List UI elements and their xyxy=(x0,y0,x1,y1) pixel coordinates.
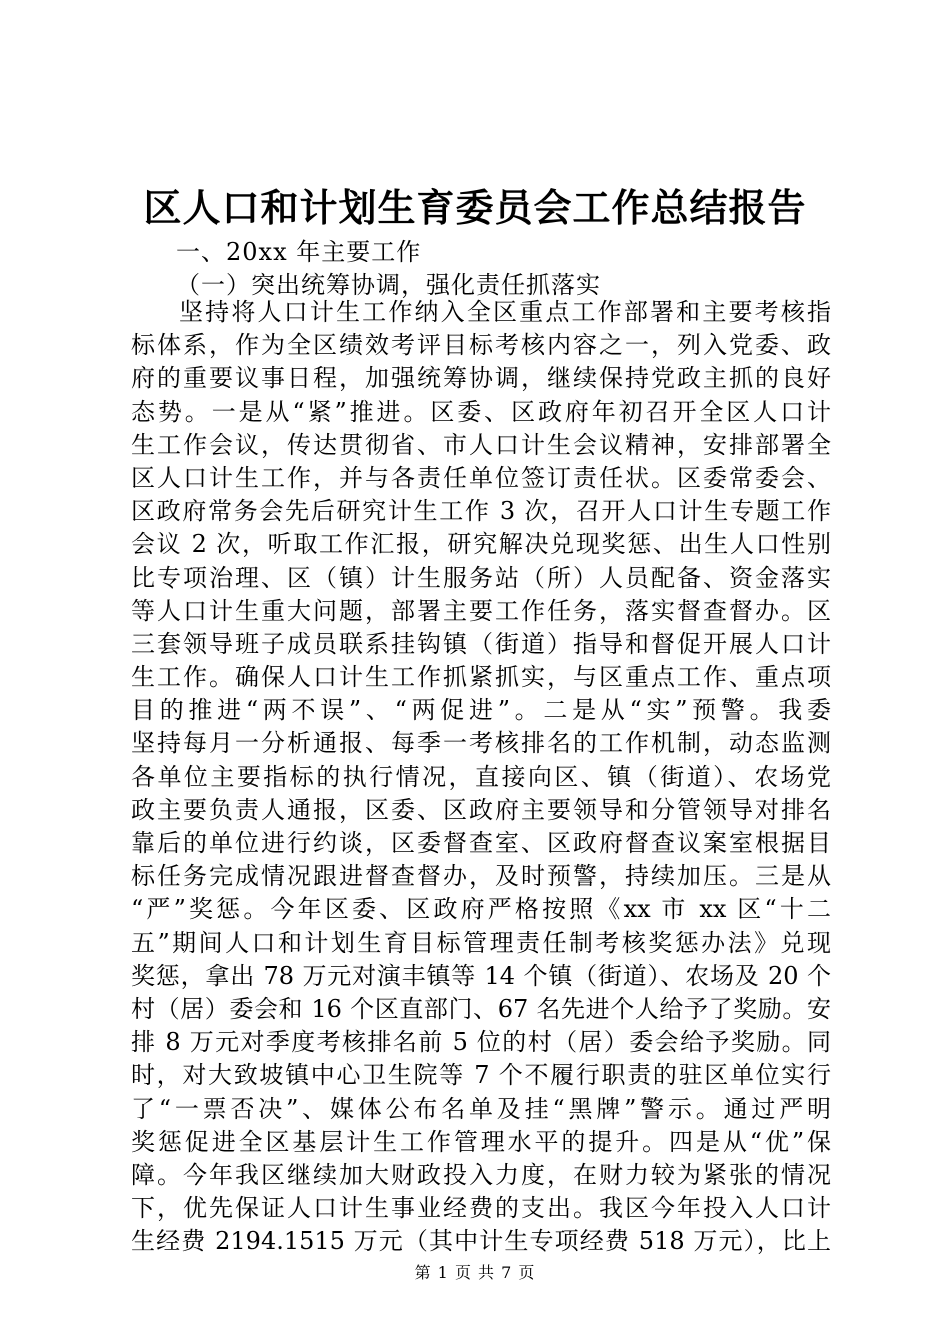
paragraph-line: 等人口计生重大问题，部署主要工作任务，落实督查督办。区 xyxy=(131,596,831,625)
paragraph-line: 目的推进“两不误”、“两促进”。二是从“实”预警。我委 xyxy=(131,696,831,725)
paragraph-line: 了“一票否决”、媒体公布名单及挂“黑牌”警示。通过严明 xyxy=(131,1094,831,1123)
paragraph-line: 会议 2 次，听取工作汇报，研究解决兑现奖惩、出生人口性别 xyxy=(131,530,831,559)
paragraph-line: 靠后的单位进行约谈，区委督查室、区政府督查议案室根据目 xyxy=(131,829,831,857)
paragraph-line: 比专项治理、区（镇）计生服务站（所）人员配备、资金落实 xyxy=(131,563,831,592)
paragraph-line: 坚持每月一分析通报、每季一考核排名的工作机制，动态监测 xyxy=(131,729,831,758)
paragraph-line: 奖惩，拿出 78 万元对演丰镇等 14 个镇（街道）、农场及 20 个 xyxy=(131,961,831,990)
paragraph-line: 村（居）委会和 16 个区直部门、67 名先进个人给予了奖励。安 xyxy=(131,994,831,1023)
paragraph-line: 府的重要议事日程，加强统筹协调，继续保持党政主抓的良好 xyxy=(131,364,831,393)
paragraph-line: 各单位主要指标的执行情况，直接向区、镇（街道）、农场党 xyxy=(131,762,831,791)
paragraph-line: 生工作。确保人口计生工作抓紧抓实，与区重点工作、重点项 xyxy=(131,663,831,692)
body-paragraph xyxy=(131,296,831,1258)
paragraph-line: “严”奖惩。今年区委、区政府严格按照《xx 市 xx 区“十二 xyxy=(131,895,831,924)
paragraph-line: 障。今年我区继续加大财政投入力度，在财力较为紧张的情况 xyxy=(131,1160,831,1189)
paragraph-line: 政主要负责人通报，区委、区政府主要领导和分管领导对排名 xyxy=(131,795,831,824)
section-heading: 一、20xx 年主要工作 xyxy=(176,238,422,266)
page-number: 第 1 页 共 7 页 xyxy=(414,1263,536,1282)
paragraph-line: 奖惩促进全区基层计生工作管理水平的提升。四是从“优”保 xyxy=(131,1127,831,1156)
paragraph-line: 五”期间人口和计划生育目标管理责任制考核奖惩办法》兑现 xyxy=(131,928,831,957)
subsection-heading: （一）突出统筹协调，强化责任抓落实 xyxy=(176,271,601,299)
paragraph-line: 排 8 万元对季度考核排名前 5 位的村（居）委会给予奖励。同 xyxy=(131,1028,831,1057)
paragraph-line: 态势。一是从“紧”推进。区委、区政府年初召开全区人口计 xyxy=(131,397,831,426)
paragraph-line: 标体系，作为全区绩效考评目标考核内容之一，列入党委、政 xyxy=(131,331,831,360)
paragraph-line: 时，对大致坡镇中心卫生院等 7 个不履行职责的驻区单位实行 xyxy=(131,1061,831,1090)
paragraph-line: 下，优先保证人口计生事业经费的支出。我区今年投入人口计 xyxy=(131,1194,831,1223)
paragraph-line: 标任务完成情况跟进督查督办，及时预警，持续加压。三是从 xyxy=(131,862,831,891)
paragraph-line: 区人口计生工作，并与各责任单位签订责任状。区委常委会、 xyxy=(131,463,831,492)
document-title: 区人口和计划生育委员会工作总结报告 xyxy=(143,185,807,230)
paragraph-line: 生工作会议，传达贯彻省、市人口计生会议精神，安排部署全 xyxy=(131,430,831,459)
paragraph-line: 区政府常务会先后研究计生工作 3 次，召开人口计生专题工作 xyxy=(131,497,831,526)
paragraph-line: 三套领导班子成员联系挂钩镇（街道）指导和督促开展人口计 xyxy=(131,629,831,658)
paragraph-line: 生经费 2194.1515 万元（其中计生专项经费 518 万元），比上 xyxy=(131,1227,831,1256)
paragraph-line: 坚持将人口计生工作纳入全区重点工作部署和主要考核指 xyxy=(179,298,831,326)
